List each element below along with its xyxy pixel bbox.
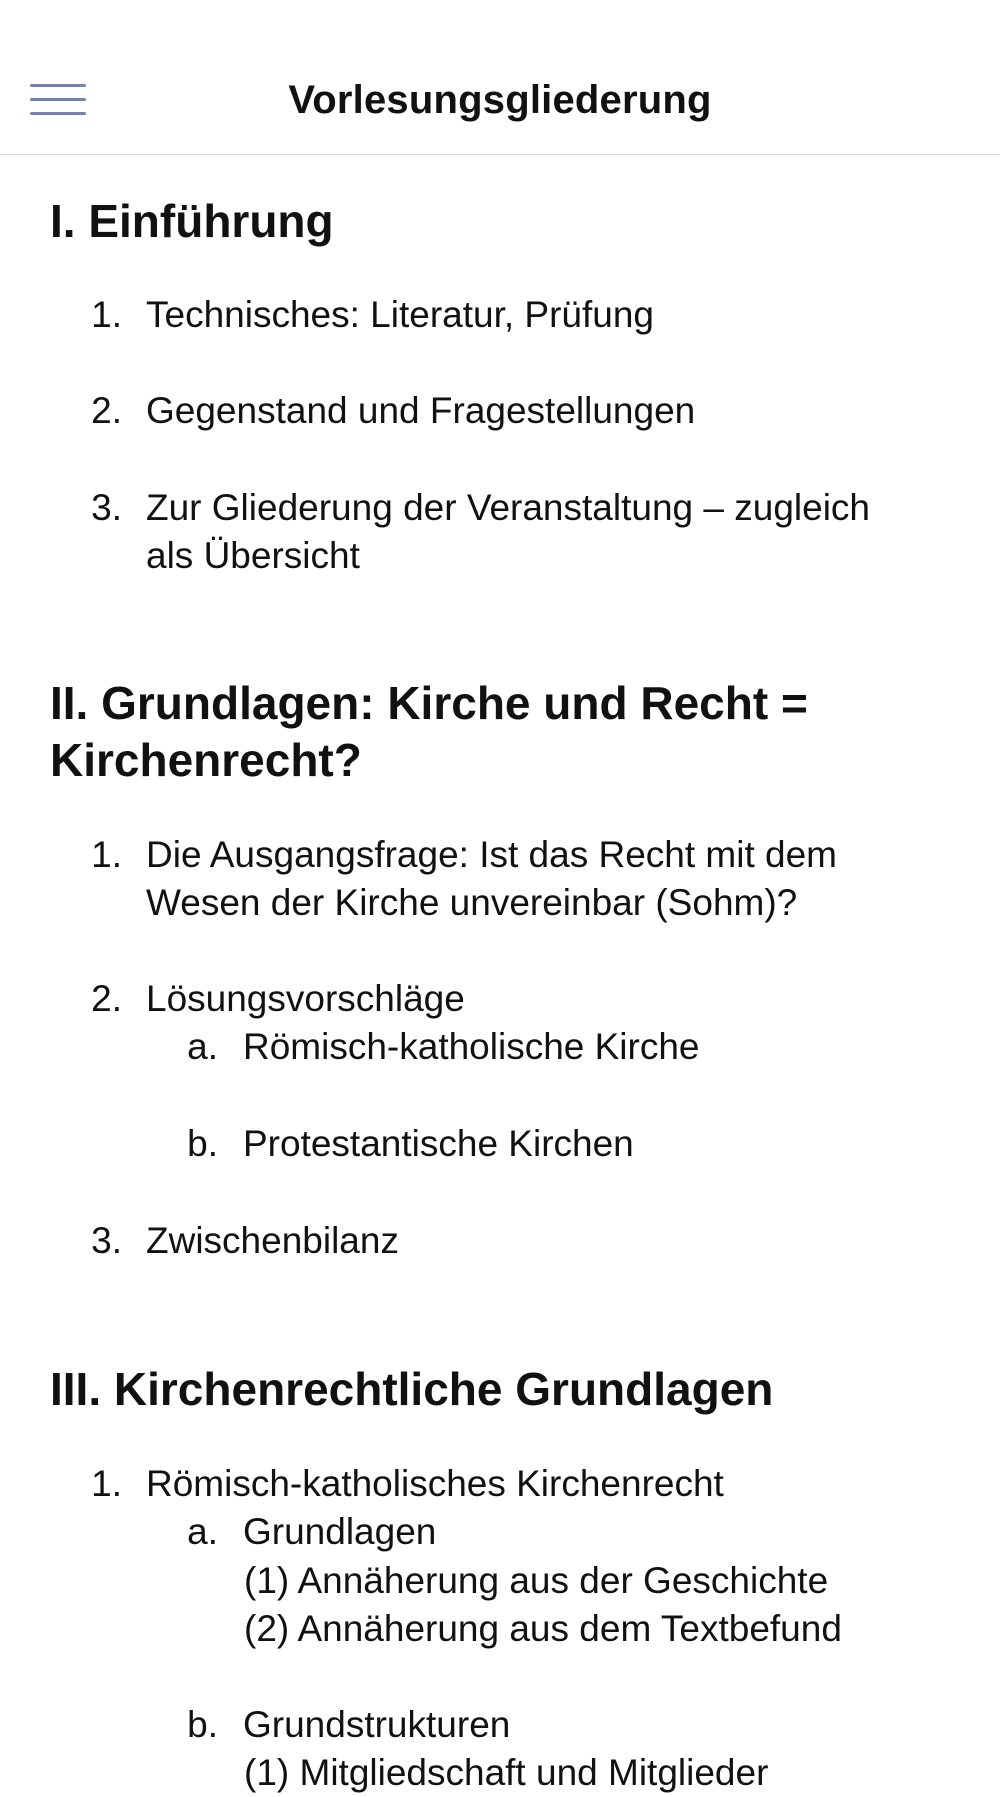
section-heading-2-continuation: Kirchenrecht?: [50, 734, 362, 786]
list-item-number: 1.: [91, 834, 122, 875]
sub-list-item-text: Römisch-katholische Kirche: [243, 1026, 700, 1067]
sub-list-item-letter: a.: [187, 1511, 218, 1552]
list-item-text: Die Ausgangsfrage: Ist das Recht mit dem: [146, 834, 838, 875]
list-item-text: Zwischenbilanz: [146, 1220, 399, 1261]
list-item-text: Wesen der Kirche unvereinbar (Sohm)?: [146, 882, 798, 923]
page-title: Vorlesungsgliederung: [288, 78, 712, 122]
list-item-text: als Übersicht: [146, 535, 360, 576]
sub-sub-list-item-text: (1) Mitgliedschaft und Mitglieder: [244, 1752, 769, 1793]
sub-sub-list-item-text: (2) Annäherung aus dem Textbefund: [244, 1608, 842, 1649]
section-heading-3: III. Kirchenrechtliche Grundlagen: [50, 1363, 774, 1415]
sub-list-item-text: Grundlagen: [243, 1511, 437, 1552]
app-header: [0, 0, 1000, 155]
list-item-text: Lösungsvorschläge: [146, 978, 465, 1019]
list-item-number: 2.: [91, 390, 122, 431]
list-item-text: Technisches: Literatur, Prüfung: [146, 294, 655, 335]
sub-list-item-letter: a.: [187, 1026, 218, 1067]
list-item-number: 1.: [91, 1463, 122, 1504]
section-heading-2: II. Grundlagen: Kirche und Recht =: [50, 677, 808, 729]
list-item-text: Römisch-katholisches Kirchenrecht: [146, 1463, 724, 1504]
sub-list-item-text: Grundstrukturen: [243, 1704, 511, 1745]
sub-list-item-letter: b.: [187, 1704, 218, 1745]
list-item-text: Gegenstand und Fragestellungen: [146, 390, 696, 431]
list-item-number: 1.: [91, 294, 122, 335]
sub-list-item-letter: b.: [187, 1123, 218, 1164]
section-heading-1: I. Einführung: [50, 195, 334, 247]
list-item-number: 2.: [91, 978, 122, 1019]
list-item-number: 3.: [91, 1220, 122, 1261]
list-item-number: 3.: [91, 487, 122, 528]
list-item-text: Zur Gliederung der Veranstaltung – zugleich: [146, 487, 870, 528]
sub-list-item-text: Protestantische Kirchen: [243, 1123, 634, 1164]
sub-sub-list-item-text: (1) Annäherung aus der Geschichte: [244, 1560, 829, 1601]
